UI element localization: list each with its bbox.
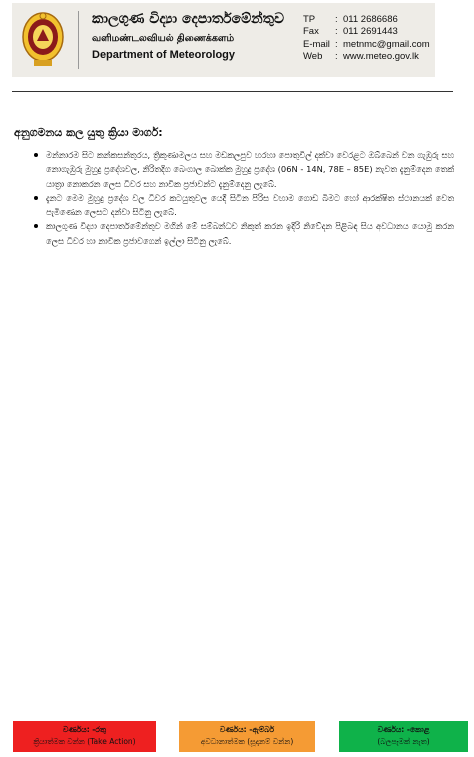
legend-red-title: වර්ණය: -රතු [62,725,107,734]
legend-amber [179,721,315,752]
contact-email: E-mail : metnmc@gmail.com [303,38,430,50]
horizontal-rule [12,91,453,92]
fax-value: 011 2691443 [343,26,398,38]
list-item [34,219,454,248]
list-item-text: කාලගුණ විද්‍යා දෙපාර්තමේන්තුව මගින් මේ සම්බන්ධව නිකුත් කරන ඉදිරි නිවේදන පිළිබඳ සිය අවධානය යොමු කරන ලෙස ධීවර හා නාවික ප්‍රජාවගෙන් ඉල්ලා සිටිනු ලැබේ. [46,221,454,246]
legend-green-desc: (බලපෑමක් නැත) [377,737,430,746]
contact-web: Web : www.meteo.gov.lk [303,50,419,62]
legend-red-desc: ක්‍රියාත්මක වන්න (Take Action) [33,737,136,746]
bullet-icon [34,153,38,157]
list-item-text: දැනට මෙම මුහුදු ප්‍රදේශ වල ධීවර කටයුතුවල යෙදී සිටින පිරිස වහාම ගොඩ බිමට හෝ ආරක්ෂිත ස්ථානයක් වෙත පැමිණෙන ලෙසට දන්වා සිටිනු ලැබේ. [46,192,454,218]
letterhead [12,3,435,77]
list-item [34,148,454,191]
legend-red [13,721,156,752]
contact-fax: Fax : 011 2691443 [303,26,398,38]
email-value[interactable]: metnmc@gmail.com [343,38,430,50]
list-item-text: මන්නාරම සිට කන්කසන්තුරය, ත්‍රිකුණාමලය සහ මඩකලපුව හරහා පොතුවිල් දක්වා වෙරළට ඔබ්බෙන් වන ගැඹුරු සහ නොගැඹුරු මුහුදු ප්‍රදේශවල, නිරිතදිග බෙංගාල බොක්ක මුහුදු ප්‍රදේශ (06N - 14N, 78E – 85E) නැවත දැනුම්දෙන තෙක් යාත්‍රා නොකරන ලෙස ධීවර සහ නාවික ප්‍රජාවන්ට දැනුම්දෙනු ලැබේ. [46,150,454,189]
contact-tp: TP : 011 2686686 [303,14,398,25]
legend-amber-title: වර්ණය: -ඇම්බර් [219,725,275,734]
section-title: අනුගමනය කල යුතු ක්‍රියා මාර්ග: [14,126,163,139]
sri-lanka-emblem-icon [22,10,64,68]
legend-green-title: වර්ණය: -කොළ [377,725,430,734]
bullet-icon [34,196,38,200]
contact-label: Web [303,50,323,62]
action-list [34,148,454,248]
legend-green [339,721,468,752]
org-name-english: Department of Meteorology [92,49,236,61]
header-divider [78,11,79,69]
list-item [34,191,454,220]
web-value[interactable]: www.meteo.gov.lk [343,50,419,62]
contact-label: TP [303,14,316,25]
contact-label: E-mail [303,38,330,50]
phone-value: 011 2686686 [343,14,398,25]
contact-label: Fax [303,26,319,38]
org-name-tamil: வளிமண்டலவியல் திணைக்களம் [92,33,235,44]
contact-block [303,14,430,63]
legend-amber-desc: අවධානාත්මක (සූදානම් වන්න) [200,737,294,746]
org-name-sinhala: කාලගුණ විද්‍යා දෙපාර්තමේන්තුව [92,11,285,27]
bullet-icon [34,224,38,228]
